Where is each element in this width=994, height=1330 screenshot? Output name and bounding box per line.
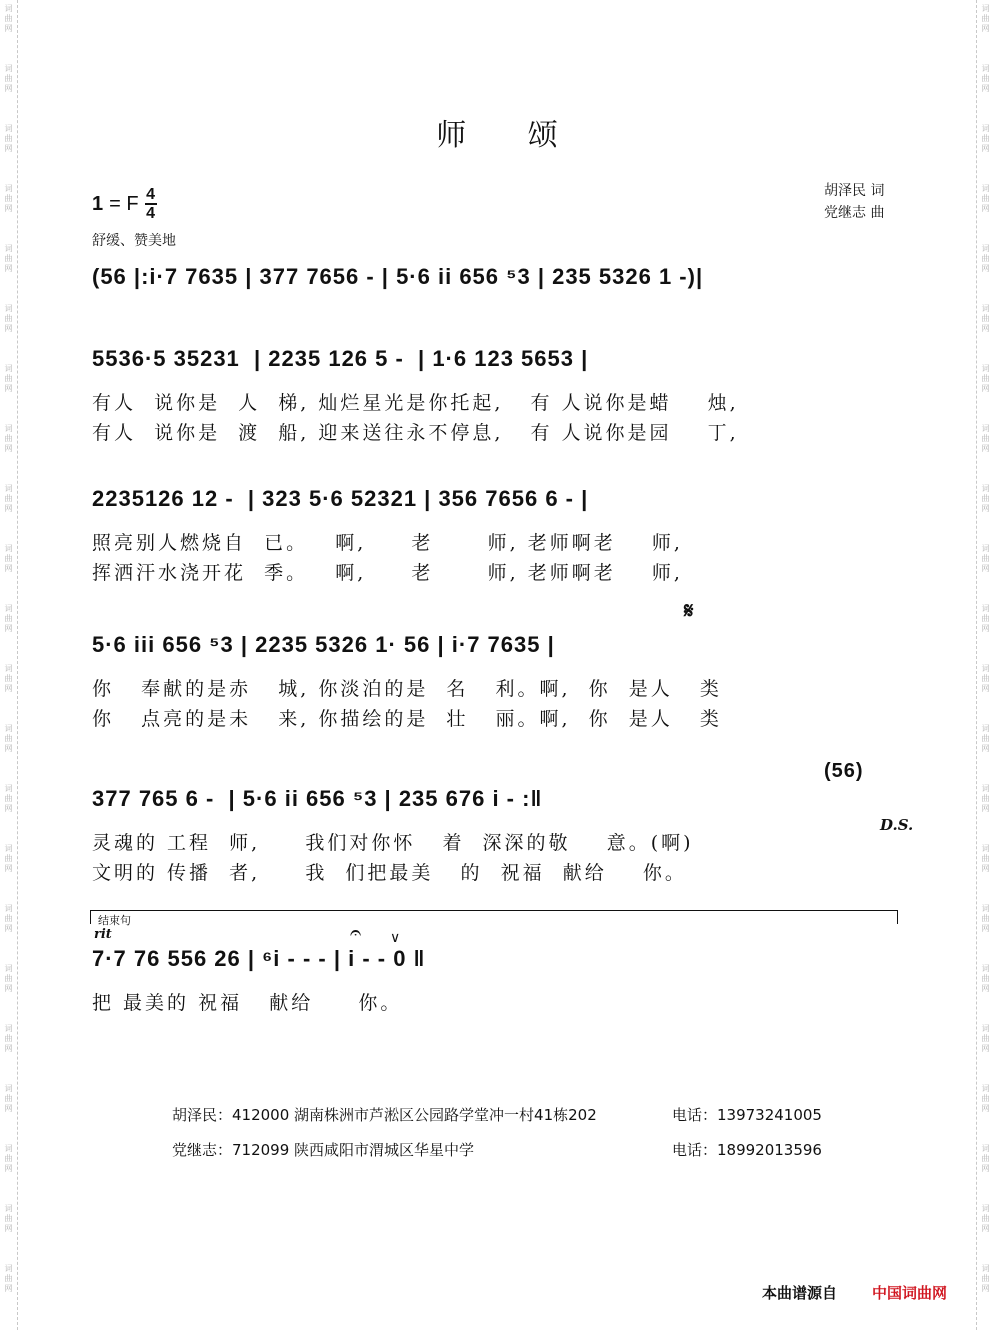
key-signature: [92, 186, 157, 222]
watermark-text: 词 曲 网: [981, 364, 990, 393]
right-watermark-strip: [976, 0, 994, 1330]
watermark-text: 词 曲 网: [4, 1144, 13, 1173]
time-top: 4: [146, 186, 156, 203]
watermark-text: 词 曲 网: [4, 424, 13, 453]
pickup-paren: (56): [824, 760, 864, 782]
system-5-lyric-1: 灵魂的 工程 师, 我们对你怀 着 深深的敬 意。(啊): [92, 832, 694, 854]
system-4-lyric-2: 你 点亮的是未 来, 你描绘的是 壮 丽。啊, 你 是人 类: [92, 708, 722, 730]
watermark-text: 词 曲 网: [4, 1024, 13, 1053]
contact-address: 胡泽民：412000 湖南株洲市芦淞区公园路学堂冲一村41栋202: [172, 1106, 597, 1124]
key-eq: = F: [109, 192, 139, 215]
system-3-lyric-2: 挥洒汗水浇开花 季。 啊, 老 师, 老师啊老 师,: [92, 562, 683, 584]
song-title: 师 颂: [436, 118, 584, 153]
system-6-lyric-1: 把 最美的 祝福 献给 你。: [92, 992, 403, 1014]
watermark-text: 词 曲 网: [981, 844, 990, 873]
watermark-text: 词 曲 网: [981, 784, 990, 813]
system-4-notes: 5·6 iii 656 ⁵3 | 2235 5326 1· 56 | i·7 7635 |: [92, 632, 555, 657]
ending-bracket: [90, 910, 898, 924]
watermark-text: 词 曲 网: [4, 484, 13, 513]
fermata-icon: 𝄐: [350, 920, 362, 944]
time-signature: [145, 186, 157, 222]
watermark-text: 词 曲 网: [981, 304, 990, 333]
system-5-notes: 377 765 6 - | 5·6 ii 656 ⁵3 | 235 676 i - :‖: [92, 786, 543, 811]
footer-source: 本曲谱源自: [762, 1284, 838, 1302]
composer: 党继志 曲: [824, 205, 885, 221]
system-2-lyric-2: 有人 说你是 渡 船, 迎来送往永不停息, 有 人说你是园 丁,: [92, 422, 739, 444]
system-2-lyric-1: 有人 说你是 人 梯, 灿烂星光是你托起, 有 人说你是蜡 烛,: [92, 392, 739, 414]
system-4-lyric-1: 你 奉献的是赤 城, 你淡泊的是 名 利。啊, 你 是人 类: [92, 678, 722, 700]
contact-composer: [172, 1139, 822, 1160]
watermark-text: 词 曲 网: [4, 4, 13, 33]
ending-label: 结束句: [98, 914, 131, 927]
watermark-text: 词 曲 网: [981, 4, 990, 33]
watermark-text: 词 曲 网: [981, 1264, 990, 1293]
ds-marking: D.S.: [880, 816, 914, 834]
watermark-text: 词 曲 网: [981, 664, 990, 693]
watermark-text: 词 曲 网: [4, 364, 13, 393]
watermark-text: 词 曲 网: [981, 1204, 990, 1233]
watermark-text: 词 曲 网: [981, 64, 990, 93]
watermark-text: 词 曲 网: [981, 904, 990, 933]
contact-phone: 电话：18992013596: [672, 1141, 822, 1159]
watermark-text: 词 曲 网: [4, 784, 13, 813]
watermark-text: 词 曲 网: [981, 124, 990, 153]
watermark-text: 词 曲 网: [4, 244, 13, 273]
breath-mark-icon: ∨: [390, 930, 401, 946]
watermark-text: 词 曲 网: [981, 244, 990, 273]
system-3-lyric-1: 照亮别人燃烧自 已。 啊, 老 师, 老师啊老 师,: [92, 532, 683, 554]
watermark-text: 词 曲 网: [4, 964, 13, 993]
watermark-text: 词 曲 网: [981, 1144, 990, 1173]
watermark-text: 词 曲 网: [981, 604, 990, 633]
watermark-text: 词 曲 网: [981, 1024, 990, 1053]
watermark-text: 词 曲 网: [4, 124, 13, 153]
watermark-text: 词 曲 网: [981, 964, 990, 993]
time-bottom: 4: [146, 205, 156, 222]
watermark-text: 词 曲 网: [981, 184, 990, 213]
credits: [824, 180, 884, 224]
watermark-text: 词 曲 网: [4, 1084, 13, 1113]
watermark-text: 词 曲 网: [4, 1204, 13, 1233]
system-5-lyric-2: 文明的 传播 者, 我 们把最美 的 祝福 献给 你。: [92, 862, 687, 884]
segno-sign: 𝄋: [684, 598, 694, 624]
watermark-text: 词 曲 网: [4, 64, 13, 93]
watermark-text: 词 曲 网: [981, 484, 990, 513]
watermark-text: 词 曲 网: [4, 544, 13, 573]
tempo-marking: 舒缓、赞美地: [92, 233, 176, 249]
watermark-text: 词 曲 网: [981, 1084, 990, 1113]
contact-lyricist: [172, 1104, 822, 1125]
watermark-text: 词 曲 网: [4, 904, 13, 933]
watermark-text: 词 曲 网: [4, 184, 13, 213]
footer-site-link[interactable]: 中国词曲网: [872, 1284, 948, 1302]
watermark-text: 词 曲 网: [4, 304, 13, 333]
watermark-text: 词 曲 网: [4, 1264, 13, 1293]
watermark-text: 词 曲 网: [981, 724, 990, 753]
lyricist: 胡泽民 词: [824, 183, 885, 199]
watermark-text: 词 曲 网: [981, 424, 990, 453]
watermark-text: 词 曲 网: [4, 664, 13, 693]
contact-phone: 电话：13973241005: [672, 1106, 822, 1124]
system-6-notes: 7·7 76 556 26 | ⁶i - - - | i - - 0 ‖: [92, 946, 426, 971]
watermark-text: 词 曲 网: [4, 724, 13, 753]
rit-marking: rit: [94, 927, 112, 942]
key-number: 1: [92, 192, 104, 215]
contact-address: 党继志：712099 陕西咸阳市渭城区华星中学: [172, 1141, 475, 1159]
system-1-notes: (56 |:i·7 7635 | 377 7656 - | 5·6 ii 656 ⁵3 | 235 5326 1 -)|: [92, 264, 704, 289]
watermark-text: 词 曲 网: [981, 544, 990, 573]
watermark-text: 词 曲 网: [4, 844, 13, 873]
system-3-notes: 2235126 12 - | 323 5·6 52321 | 356 7656 6 - |: [92, 486, 589, 511]
system-2-notes: 5536·5 35231 | 2235 126 5 - | 1·6 123 5653 |: [92, 346, 589, 371]
left-watermark-strip: [0, 0, 18, 1330]
watermark-text: 词 曲 网: [4, 604, 13, 633]
